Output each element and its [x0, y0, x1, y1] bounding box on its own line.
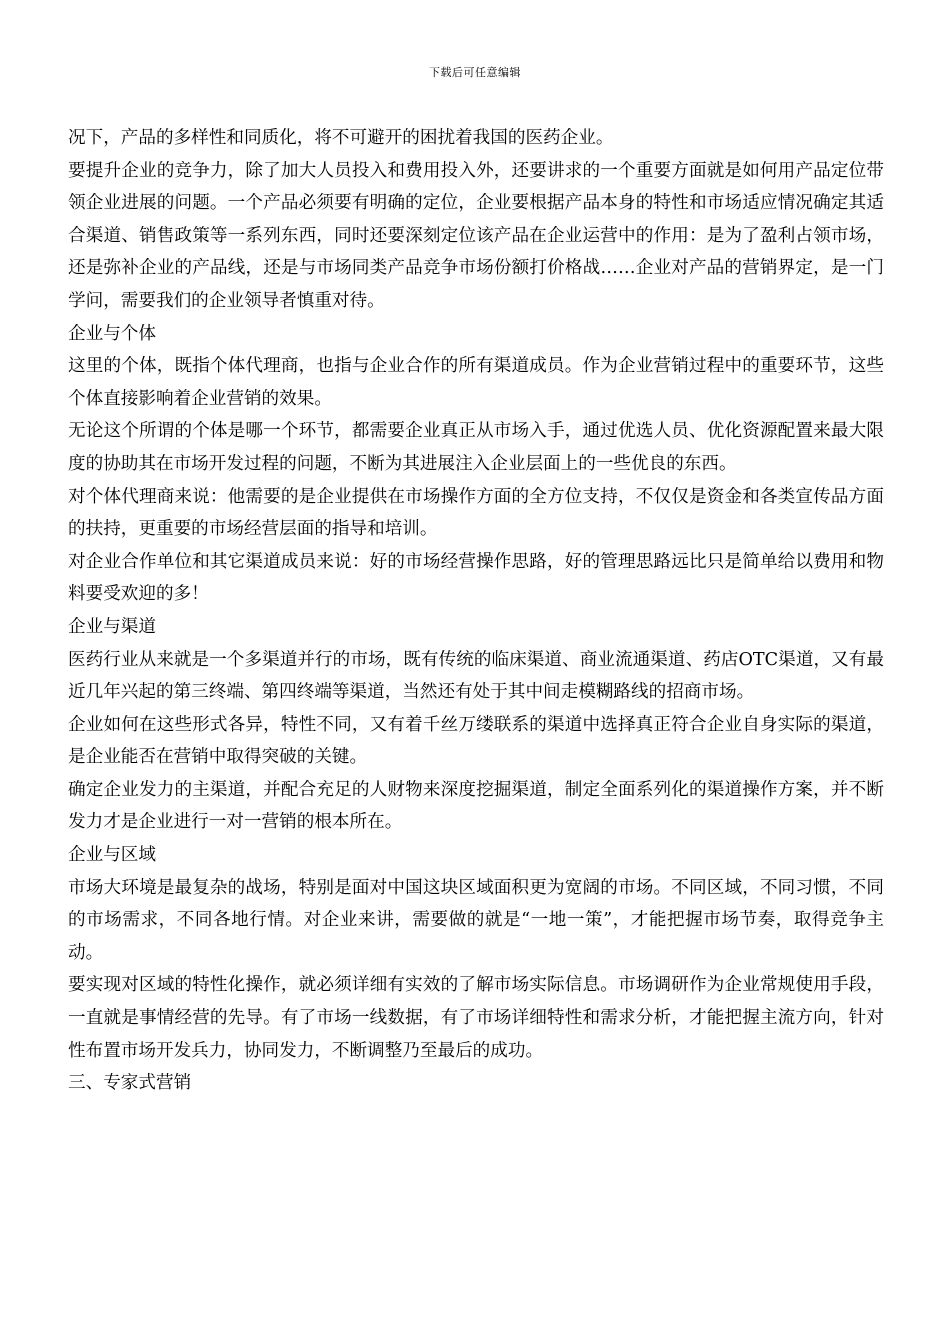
paragraph: 市场大环境是最复杂的战场，特别是面对中国这块区域面积更为宽阔的市场。不同区域，不同习惯，不同的市场需求，不同各地行情。对企业来讲，需要做的就是“一地一策”，才能把握市场节奏，取得竞争主动。: [68, 877, 884, 963]
section-heading: 企业与渠道: [68, 616, 156, 637]
paragraph: 医药行业从来就是一个多渠道并行的市场，既有传统的临床渠道、商业流通渠道、药店OTC渠道，又有最近几年兴起的第三终端、第四终端等渠道，当然还有处于其中间走模糊路线的招商市场。: [68, 649, 884, 703]
section-heading: 三、专家式营销: [68, 1073, 192, 1094]
paragraph: 要提升企业的竞争力，除了加大人员投入和费用投入外，还要讲求的一个重要方面就是如何用产品定位带领企业进展的问题。一个产品必须要有明确的定位，企业要根据产品本身的特性和市场适应情况确定其适合渠道、销售政策等一系列东西，同时还要深刻定位该产品在企业运营中的作用：是为了盈利占领市场，还是弥补企业的产品线，还是与市场同类产品竞争市场份额打价格战……企业对产品的营销界定，是一门学问，需要我们的企业领导者慎重对待。: [68, 160, 884, 311]
paragraph: 无论这个所谓的个体是哪一个环节，都需要企业真正从市场入手，通过优选人员、优化资源配置来最大限度的协助其在市场开发过程的问题，不断为其进展注入企业层面上的一些优良的东西。: [68, 421, 884, 474]
document-body: [68, 122, 884, 1100]
paragraph: 况下，产品的多样性和同质化，将不可避开的困扰着我国的医药企业。: [68, 128, 614, 148]
paragraph: 确定企业发力的主渠道，并配合充足的人财物来深度挖掘渠道，制定全面系列化的渠道操作方案，并不断发力才是企业进行一对一营销的根本所在。: [68, 779, 884, 833]
paragraph: 对企业合作单位和其它渠道成员来说：好的市场经营操作思路，好的管理思路远比只是简单给以费用和物料要受欢迎的多！: [68, 551, 884, 605]
paragraph: 企业如何在这些形式各异，特性不同，又有着千丝万缕联系的渠道中选择真正符合企业自身实际的渠道，是企业能否在营销中取得突破的关键。: [68, 714, 884, 768]
paragraph: 要实现对区域的特性化操作，就必须详细有实效的了解市场实际信息。市场调研作为企业常规使用手段，一直就是事情经营的先导。有了市场一线数据，有了市场详细特性和需求分析，才能把握主流方向，针对性布置市场开发兵力，协同发力，不断调整乃至最后的成功。: [68, 975, 884, 1061]
paragraph: 对个体代理商来说：他需要的是企业提供在市场操作方面的全方位支持，不仅仅是资金和各类宣传品方面的扶持，更重要的市场经营层面的指导和培训。: [68, 486, 884, 540]
page-header: 下载后可任意编辑: [429, 66, 521, 79]
section-heading: 企业与个体: [68, 323, 156, 344]
section-heading: 企业与区域: [68, 845, 156, 866]
paragraph: 这里的个体，既指个体代理商，也指与企业合作的所有渠道成员。作为企业营销过程中的重要环节，这些个体直接影响着企业营销的效果。: [68, 356, 884, 409]
